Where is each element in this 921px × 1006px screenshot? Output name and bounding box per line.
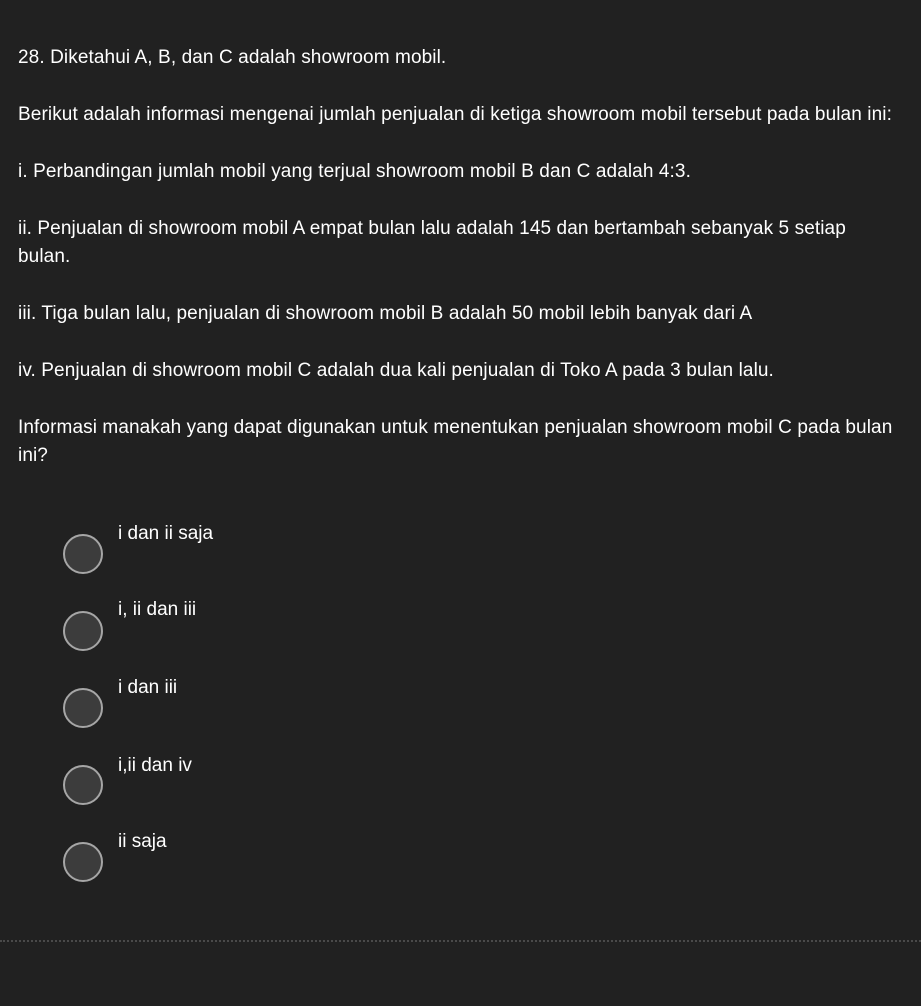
statement-i: i. Perbandingan jumlah mobil yang terjual showroom mobil B dan C adalah 4:3. [18,161,691,182]
option-b-label[interactable]: i, ii dan iii [118,599,197,620]
question-intro: Berikut adalah informasi mengenai jumlah penjualan di ketiga showroom mobil tersebut pada bulan ini: [18,104,892,125]
question-title: 28. Diketahui A, B, dan C adalah showroom mobil. [18,47,447,68]
statement-iv: iv. Penjualan di showroom mobil C adalah dua kali penjualan di Toko A pada 3 bulan lalu. [18,360,774,381]
section-divider [0,940,921,942]
question-prompt: Informasi manakah yang dapat digunakan untuk menentukan penjualan showroom mobil C pada bulan [18,417,893,438]
option-a-radio[interactable] [63,534,103,574]
option-e-label[interactable]: ii saja [118,831,167,852]
option-c-label[interactable]: i dan iii [118,677,178,698]
option-e-radio[interactable] [63,842,103,882]
option-d-label[interactable]: i,ii dan iv [118,755,192,776]
option-a-label[interactable]: i dan ii saja [118,523,214,544]
question-prompt-continued: ini? [18,445,48,466]
option-b-radio[interactable] [63,611,103,651]
option-c-radio[interactable] [63,688,103,728]
statement-ii-continued: bulan. [18,246,71,267]
statement-ii: ii. Penjualan di showroom mobil A empat bulan lalu adalah 145 dan bertambah sebanyak 5 setiap [18,218,846,239]
statement-iii: iii. Tiga bulan lalu, penjualan di showroom mobil B adalah 50 mobil lebih banyak dari A [18,303,753,324]
option-d-radio[interactable] [63,765,103,805]
